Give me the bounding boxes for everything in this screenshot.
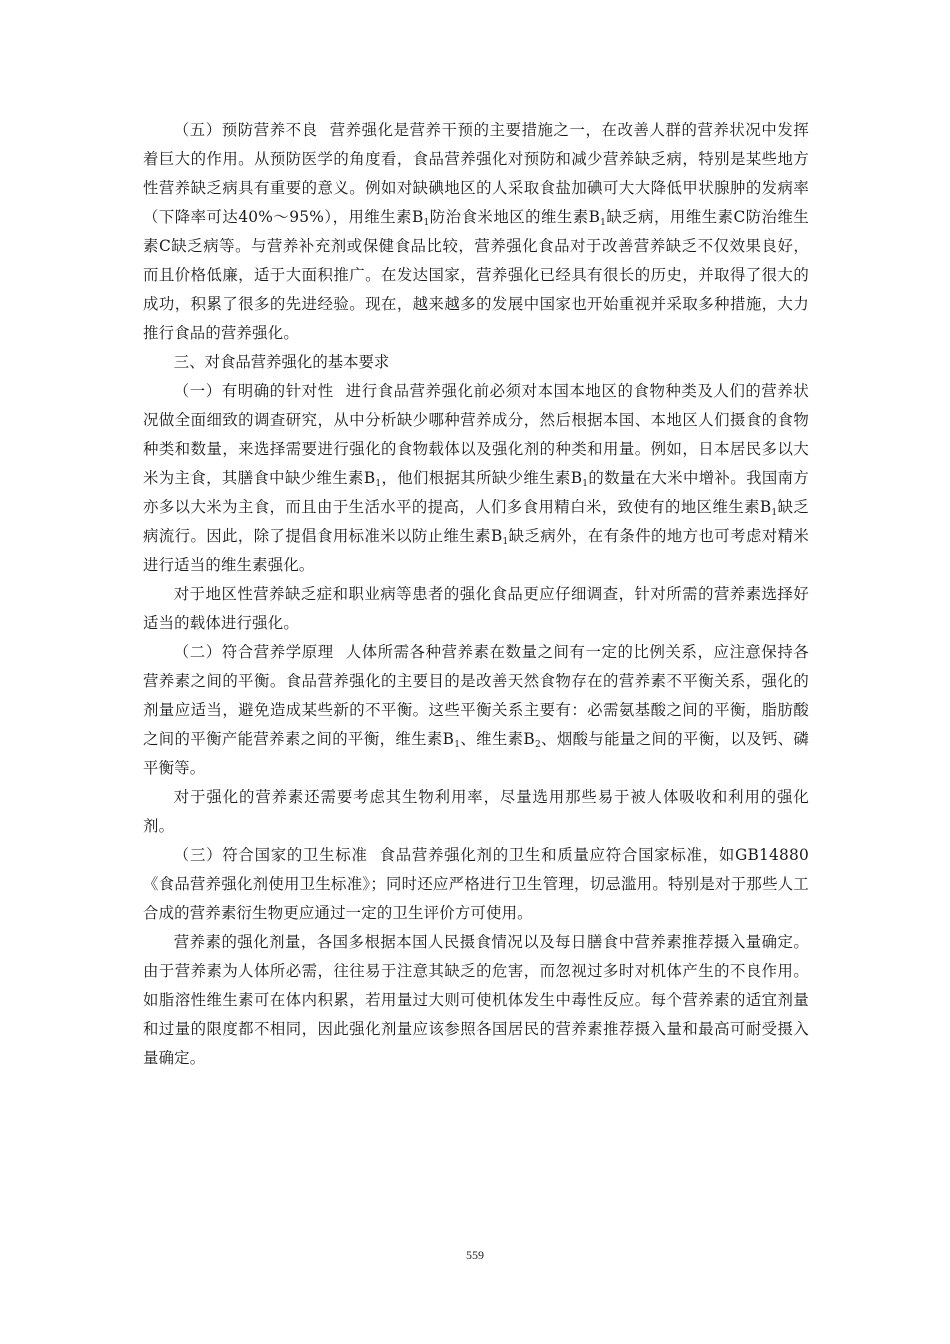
paragraph-lead-title: （三）符合国家的卫生标准 — [173, 846, 368, 864]
paragraph-lead-title: （一）有明确的针对性 — [173, 382, 334, 400]
subscript: 2 — [534, 740, 541, 750]
section-heading — [143, 348, 809, 377]
subscript: 1 — [582, 479, 589, 489]
paragraph — [143, 580, 809, 638]
paragraph-lead-title: （二）符合营养学原理 — [173, 643, 334, 661]
subscript: 1 — [423, 218, 430, 228]
paragraph — [143, 841, 809, 928]
paragraph — [143, 377, 809, 580]
paragraph — [143, 638, 809, 783]
subscript: 1 — [771, 508, 778, 518]
paragraph-text: 营养强化是营养干预的主要措施之一，在改善人群的营养状况中发挥着巨大的作用。从预防医学的角度看，食品营养强化对预防和减少营养缺乏病，特别是某些地方性营养缺乏病具有重要的意义。例如对缺碘地区的人采取食盐加碘可大大降低甲状腺肿的发病率（下降率可达40%～95%），用维生素B — [143, 121, 809, 226]
subscript: 1 — [454, 740, 461, 750]
paragraph-text: 缺乏病外，在有条件的地方也可考虑对精米进行适当的维生素强化。 — [143, 527, 809, 574]
subscript: 1 — [502, 537, 509, 547]
paragraph-text: ，他们根据其所缺少维生素B — [381, 469, 583, 487]
paragraph-text: 进行食品营养强化前必须对本国本地区的食物种类及人们的营养状况做全面细致的调查研究，从中分析缺少哪种营养成分，然后根据本国、本地区人们摄食的食物种类和数量，来选择需要进行强化的食物载体以及强化剂的种类和用量。例如，日本居民多以大米为主食，其膳食中缺少维生素B — [143, 382, 809, 487]
paragraph-lead-title: （五）预防营养不良 — [173, 121, 318, 139]
paragraph — [143, 116, 809, 348]
paragraph-text: 的数量在大米中增补。我国南方亦多以大米为主食，而且由于生活水平的提高，人们多食用精白米，致使有的地区维生素B — [143, 469, 809, 516]
paragraph — [143, 928, 809, 1073]
page-body — [143, 116, 809, 1073]
page-number: 559 — [466, 1248, 484, 1262]
paragraph-text: 营养素的强化剂量，各国多根据本国人民摄食情况以及每日膳食中营养素推荐摄入量确定。由于营养素为人体所必需，往往易于注意其缺乏的危害，而忽视过多时对机体产生的不良作用。如脂溶性维生素可在体内积累，若用量过大则可使机体发生中毒性反应。每个营养素的适宜剂量和过量的限度都不相同，因此强化剂量应该参照各国居民的营养素推荐摄入量和最高可耐受摄入量确定。 — [143, 933, 809, 1067]
subscript: 1 — [600, 218, 607, 228]
paragraph-text: 三、对食品营养强化的基本要求 — [173, 353, 390, 371]
paragraph-text: 对于地区性营养缺乏症和职业病等患者的强化食品更应仔细调查，针对所需的营养素选择好适当的载体进行强化。 — [143, 585, 809, 632]
paragraph-text: 对于强化的营养素还需要考虑其生物利用率，尽量选用那些易于被人体吸收和利用的强化剂。 — [143, 788, 809, 835]
subscript: 1 — [375, 479, 382, 489]
paragraph-text: 食品营养强化剂的卫生和质量应符合国家标准，如GB14880《食品营养强化剂使用卫生标准》；同时还应严格进行卫生管理，切忌滥用。特别是对于那些人工合成的营养素衍生物更应通过一定的卫生评价方可使用。 — [143, 846, 809, 922]
paragraph — [143, 783, 809, 841]
paragraph-text: 防治食米地区的维生素B — [429, 208, 601, 226]
paragraph-text: 人体所需各种营养素在数量之间有一定的比例关系，应注意保持各营养素之间的平衡。食品营养强化的主要目的是改善天然食物存在的营养素不平衡关系，强化的剂量应适当，避免造成某些新的不平衡。这些平衡关系主要有：必需氨基酸之间的平衡，脂肪酸之间的平衡产能营养素之间的平衡，维生素B — [143, 643, 809, 748]
paragraph-text: 缺乏病，用维生素C防治维生素C缺乏病等。与营养补充剂或保健食品比较，营养强化食品对于改善营养缺乏不仅效果良好，而且价格低廉，适于大面积推广。在发达国家，营养强化已经具有很长的历史，并取得了很大的成功，积累了很多的先进经验。现在，越来越多的发展中国家也开始重视并采取多种措施，大力推行食品的营养强化。 — [143, 208, 809, 342]
paragraph-text: 、烟酸与能量之间的平衡，以及钙、磷平衡等。 — [143, 730, 810, 777]
paragraph-text: 缺乏病流行。因此，除了提倡食用标准米以防止维生素B — [143, 498, 809, 545]
paragraph-text: 、维生素B — [460, 730, 535, 748]
